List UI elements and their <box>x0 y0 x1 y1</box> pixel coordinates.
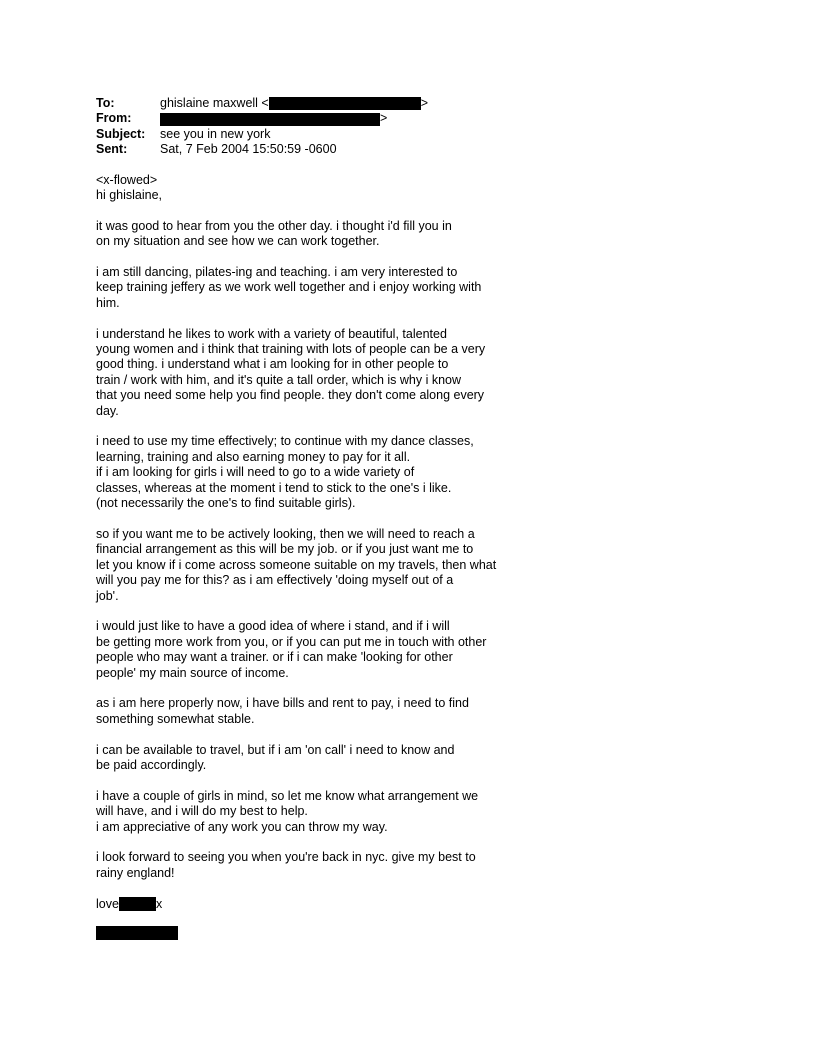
body-line: i have a couple of girls in mind, so let me know what arrangement we <box>96 788 479 803</box>
body-line: let you know if i come across someone suitable on my travels, then what <box>96 557 497 572</box>
body-line: hi ghislaine, <box>96 188 163 203</box>
to-close: > <box>420 96 429 110</box>
from-value <box>160 111 387 126</box>
paragraph <box>96 789 736 835</box>
body-line: good thing. i understand what i am looking for in other people to <box>96 357 449 372</box>
subject-value: see you in new york <box>160 126 271 141</box>
body-line: i need to use my time effectively; to continue with my dance classes, <box>96 434 474 449</box>
paragraph <box>96 219 736 250</box>
email-headers <box>96 96 736 158</box>
email-document <box>96 96 736 940</box>
body-line: as i am here properly now, i have bills and rent to pay, i need to find <box>96 696 469 711</box>
paragraph <box>96 696 736 727</box>
from-row <box>96 111 736 126</box>
paragraph <box>96 743 736 774</box>
from-label: From: <box>96 111 132 126</box>
subject-label: Subject: <box>96 126 146 141</box>
body-line: learning, training and also earning money to pay for it all. <box>96 449 411 464</box>
body-line: him. <box>96 295 120 310</box>
body-line: young women and i think that training with lots of people can be a very <box>96 342 486 357</box>
body-line: i look forward to seeing you when you're back in nyc. give my best to <box>96 850 476 865</box>
closing-x: x <box>155 896 163 911</box>
sent-row <box>96 142 736 157</box>
body-line: it was good to hear from you the other day. i thought i'd fill you in <box>96 218 452 233</box>
subject-row <box>96 127 736 142</box>
paragraph <box>96 327 736 419</box>
body-line: i am still dancing, pilates-ing and teaching. i am very interested to <box>96 265 458 280</box>
body-line: classes, whereas at the moment i tend to stick to the one's i like. <box>96 480 452 495</box>
body-line: financial arrangement as this will be my job. or if you just want me to <box>96 542 474 557</box>
body-line: train / work with him, and it's quite a tall order, which is why i know <box>96 372 462 387</box>
body-line: that you need some help you find people. they don't come along every <box>96 388 485 403</box>
email-body <box>96 173 736 940</box>
body-line: (not necessarily the one's to find suitable girls). <box>96 496 356 511</box>
redacted-sender <box>160 113 380 126</box>
body-line: keep training jeffery as we work well together and i enjoy working with <box>96 280 482 295</box>
body-line: something somewhat stable. <box>96 711 255 726</box>
body-line: job'. <box>96 588 119 603</box>
body-line: on my situation and see how we can work together. <box>96 234 380 249</box>
to-label: To: <box>96 96 115 110</box>
paragraph <box>96 619 736 681</box>
body-line: if i am looking for girls i will need to go to a wide variety of <box>96 465 415 480</box>
body-line: people who may want a trainer. or if i can make 'looking for other <box>96 650 453 665</box>
paragraph <box>96 527 736 604</box>
body-line: will you pay me for this? as i am effectively 'doing myself out of a <box>96 573 454 588</box>
paragraph <box>96 173 736 204</box>
body-line: i understand he likes to work with a variety of beautiful, talented <box>96 326 447 341</box>
to-name: ghislaine maxwell < <box>160 96 269 110</box>
body-line: rainy england! <box>96 865 175 880</box>
sent-value: Sat, 7 Feb 2004 15:50:59 -0600 <box>160 142 337 157</box>
redacted-name <box>119 897 156 911</box>
from-close: > <box>380 111 388 126</box>
redacted-signature <box>96 926 178 940</box>
sent-label: Sent: <box>96 142 128 157</box>
body-line: day. <box>96 403 119 418</box>
body-line: people' my main source of income. <box>96 665 289 680</box>
body-line: i am appreciative of any work you can throw my way. <box>96 819 388 834</box>
body-line: i can be available to travel, but if i am 'on call' i need to know and <box>96 742 455 757</box>
paragraph <box>96 265 736 311</box>
paragraph <box>96 850 736 881</box>
body-line: be paid accordingly. <box>96 757 207 772</box>
to-value <box>160 96 428 111</box>
closing-line <box>96 897 736 912</box>
body-line: be getting more work from you, or if you can put me in touch with other <box>96 634 487 649</box>
closing-love: love <box>96 896 119 911</box>
body-line: will have, and i will do my best to help. <box>96 804 308 819</box>
redacted-email <box>269 97 421 110</box>
body-line: so if you want me to be actively looking, then we will need to reach a <box>96 526 475 541</box>
body-line: <x-flowed> <box>96 172 158 187</box>
body-line: i would just like to have a good idea of where i stand, and if i will <box>96 619 450 634</box>
paragraph <box>96 434 736 511</box>
to-row <box>96 96 736 111</box>
